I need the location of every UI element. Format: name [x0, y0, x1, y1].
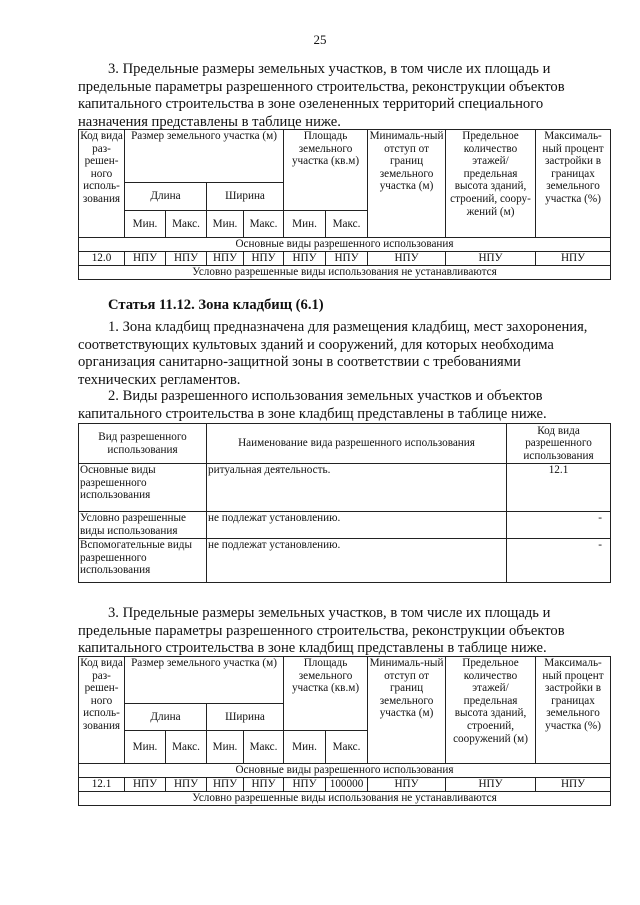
- header-max: Макс.: [166, 731, 207, 764]
- cell: НПУ: [368, 251, 446, 265]
- article-title: Статья 11.12. Зона кладбищ (6.1): [108, 297, 324, 313]
- cell: НПУ: [446, 251, 536, 265]
- cell: НПУ: [284, 777, 326, 791]
- text-line: соответствующих культовых зданий и сооружений, для которых необходима: [78, 336, 554, 353]
- header-use-name: Наименование вида разрешенного использования: [207, 424, 507, 464]
- header-min: Мин.: [125, 731, 166, 764]
- header-max: Макс.: [244, 731, 284, 764]
- limits-table-greenery: [78, 129, 611, 280]
- header-min: Мин.: [207, 731, 244, 764]
- text-line: капитального строительства в зоне озелененных территорий специального: [78, 96, 544, 113]
- header-max: Макс.: [326, 731, 368, 764]
- header-length: Длина: [125, 704, 207, 731]
- cell: НПУ: [536, 777, 611, 791]
- use-name-cell: не подлежат установлению.: [207, 539, 507, 583]
- cell: НПУ: [166, 777, 207, 791]
- text-line: 3. Предельные размеры земельных участков, в том числе их площадь и: [108, 605, 551, 621]
- header-size: Размер земельного участка (м): [125, 130, 284, 183]
- header-min: Мин.: [284, 731, 326, 764]
- cell: НПУ: [207, 777, 244, 791]
- cell: НПУ: [166, 251, 207, 265]
- text-line: назначения представлены в таблице ниже.: [78, 113, 341, 130]
- paragraph-uses-intro: [78, 388, 609, 423]
- cell: 12.0: [79, 251, 125, 265]
- text-line: предельные параметры разрешенного строительства, реконструкции объектов: [78, 622, 565, 639]
- header-max: Макс.: [166, 211, 207, 238]
- cell: НПУ: [368, 777, 446, 791]
- header-width: Ширина: [207, 183, 284, 211]
- text-line: предельные параметры разрешенного строительства, реконструкции объектов: [78, 78, 565, 95]
- cell: НПУ: [326, 251, 368, 265]
- section-conditional: Условно разрешенные виды использования не устанавливаются: [79, 265, 611, 279]
- header-use-type: Вид разрешенного использования: [79, 424, 207, 464]
- header-max: Макс.: [326, 211, 368, 238]
- header-width: Ширина: [207, 704, 284, 731]
- limits-table-cemetery: [78, 656, 611, 806]
- cell: НПУ: [284, 251, 326, 265]
- text-line: 3. Предельные размеры земельных участков, в том числе их площадь и: [108, 61, 551, 77]
- cell: НПУ: [207, 251, 244, 265]
- header-floors: Предельное количество этажей/ предельная высота зданий, строений, соору-жений (м): [446, 130, 536, 238]
- header-use-code: Код вида разрешенного использования: [507, 424, 611, 464]
- use-name-cell: ритуальная деятельность.: [207, 464, 507, 512]
- cell: НПУ: [536, 251, 611, 265]
- text-line: капитального строительства в зоне кладбищ представлены в таблице ниже.: [78, 405, 547, 422]
- cell: 12.1: [79, 777, 125, 791]
- cell: НПУ: [244, 251, 284, 265]
- section-conditional: Условно разрешенные виды использования не устанавливаются: [79, 791, 611, 805]
- header-code: Код вида раз-решен-ного исполь-зования: [79, 130, 125, 238]
- use-code-cell: -: [507, 512, 611, 539]
- use-name-cell: не подлежат установлению.: [207, 512, 507, 539]
- section-main: Основные виды разрешенного использования: [79, 238, 611, 252]
- header-area: Площадь земельного участка (кв.м): [284, 130, 368, 211]
- paragraph-limits-intro-2: [78, 605, 609, 658]
- header-coverage: Максималь-ный процент застройки в границах земельного участка (%): [536, 657, 611, 764]
- page-number: 25: [313, 32, 327, 47]
- header-length: Длина: [125, 183, 207, 211]
- use-code-cell: -: [507, 539, 611, 583]
- text-line: капитального строительства в зоне кладбищ представлены в таблице ниже.: [78, 640, 547, 657]
- section-main: Основные виды разрешенного использования: [79, 764, 611, 778]
- header-floors: Предельное количество этажей/ предельная высота зданий, строений, сооружений (м): [446, 657, 536, 764]
- text-line: 1. Зона кладбищ предназначена для размещения кладбищ, мест захоронения,: [108, 319, 588, 335]
- use-type-cell: Основные виды разрешенного использования: [79, 464, 207, 512]
- header-code: Код вида раз-решен-ного исполь-зования: [79, 657, 125, 764]
- paragraph-limits-intro-1: [78, 61, 609, 131]
- use-type-cell: Вспомогательные виды разрешенного использования: [79, 539, 207, 583]
- text-line: 2. Виды разрешенного использования земельных участков и объектов: [108, 388, 543, 404]
- header-setback: Минималь-ный отступ от границ земельного участка (м): [368, 130, 446, 238]
- uses-table-cemetery: [78, 423, 611, 583]
- text-line: технических регламентов.: [78, 371, 241, 388]
- header-size: Размер земельного участка (м): [125, 657, 284, 704]
- cell: 100000: [326, 777, 368, 791]
- header-min: Мин.: [125, 211, 166, 238]
- header-min: Мин.: [207, 211, 244, 238]
- text-line: организация санитарно-защитной зоны в соответствии с требованиями: [78, 354, 521, 371]
- header-max: Макс.: [244, 211, 284, 238]
- header-coverage: Максималь-ный процент застройки в границах земельного участка (%): [536, 130, 611, 238]
- paragraph-zone-purpose: [78, 319, 609, 389]
- use-type-cell: Условно разрешенные виды использования: [79, 512, 207, 539]
- header-min: Мин.: [284, 211, 326, 238]
- header-setback: Минималь-ный отступ от границ земельного участка (м): [368, 657, 446, 764]
- cell: НПУ: [125, 777, 166, 791]
- use-code-cell: 12.1: [507, 464, 611, 512]
- cell: НПУ: [125, 251, 166, 265]
- cell: НПУ: [244, 777, 284, 791]
- cell: НПУ: [446, 777, 536, 791]
- header-area: Площадь земельного участка (кв.м): [284, 657, 368, 731]
